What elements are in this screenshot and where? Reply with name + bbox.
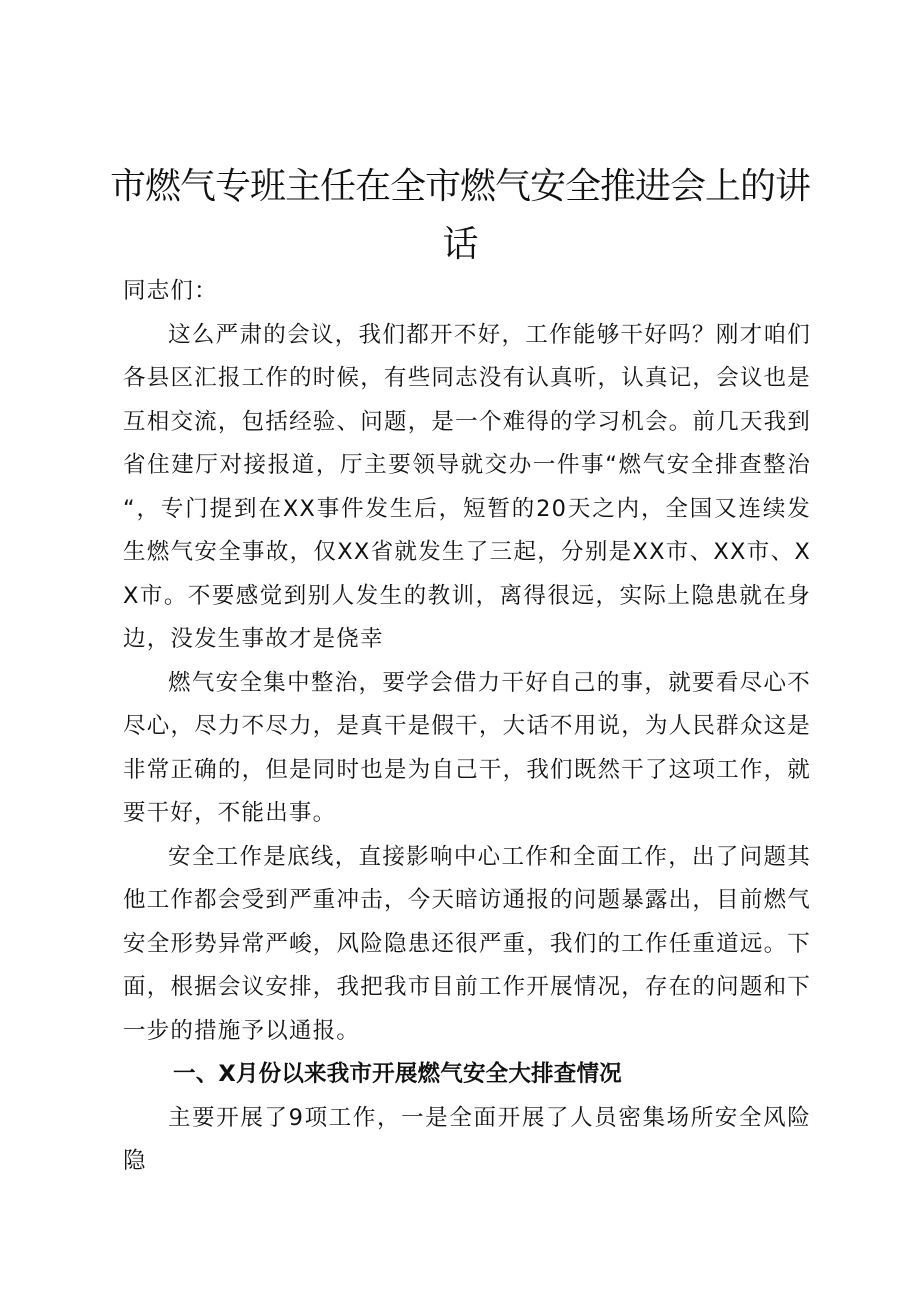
paragraph-1: 这么严肃的会议，我们都开不好，工作能够干好吗？刚才咱们各县区汇报工作的时候，有些同志没有认真听，认真记，会议也是互相交流，包括经验、问题，是一个难得的学习机会。前几天我到省住建厅对接报道，厅主要领导就交办一件事“燃气安全排查整治“，专门提到在XX事件发生后，短暂的20天之内，全国又连续发生燃气安全事故，仅XX省就发生了三起，分别是XX市、XX市、XX市。不要感觉到别人发生的教训，离得很远，实际上隐患就在身边，没发生事故才是侥幸 — [123, 321, 811, 652]
paragraph-4: 主要开展了9项工作，一是全面开展了人员密集场所安全风险隐 — [123, 1104, 811, 1174]
paragraph-2: 燃气安全集中整治，要学会借力干好自己的事，就要看尽心不尽心，尽力不尽力，是真干是假干，大话不用说，为人民群众这是非常正确的，但是同时也是为自己干，我们既然干了这项工作，就要干好，不能出事。 — [123, 669, 811, 826]
paragraph-3: 安全工作是底线，直接影响中心工作和全面工作，出了问题其他工作都会受到严重冲击，今天暗访通报的问题暴露出，目前燃气安全形势异常严峻，风险隐患还很严重，我们的工作任重道远。下面，根据会议安排，我把我市目前工作开展情况，存在的问题和下一步的措施予以通报。 — [123, 843, 811, 1044]
salutation: 同志们： — [123, 278, 218, 304]
section-heading-1: 一、X月份以来我市开展燃气安全大排查情况 — [173, 1061, 622, 1087]
title-line-1: 市燃气专班主任在全市燃气安全推进会上的讲 — [109, 166, 810, 207]
document-body — [123, 270, 811, 1184]
document-title — [100, 158, 820, 274]
title-line-2: 话 — [442, 224, 478, 265]
